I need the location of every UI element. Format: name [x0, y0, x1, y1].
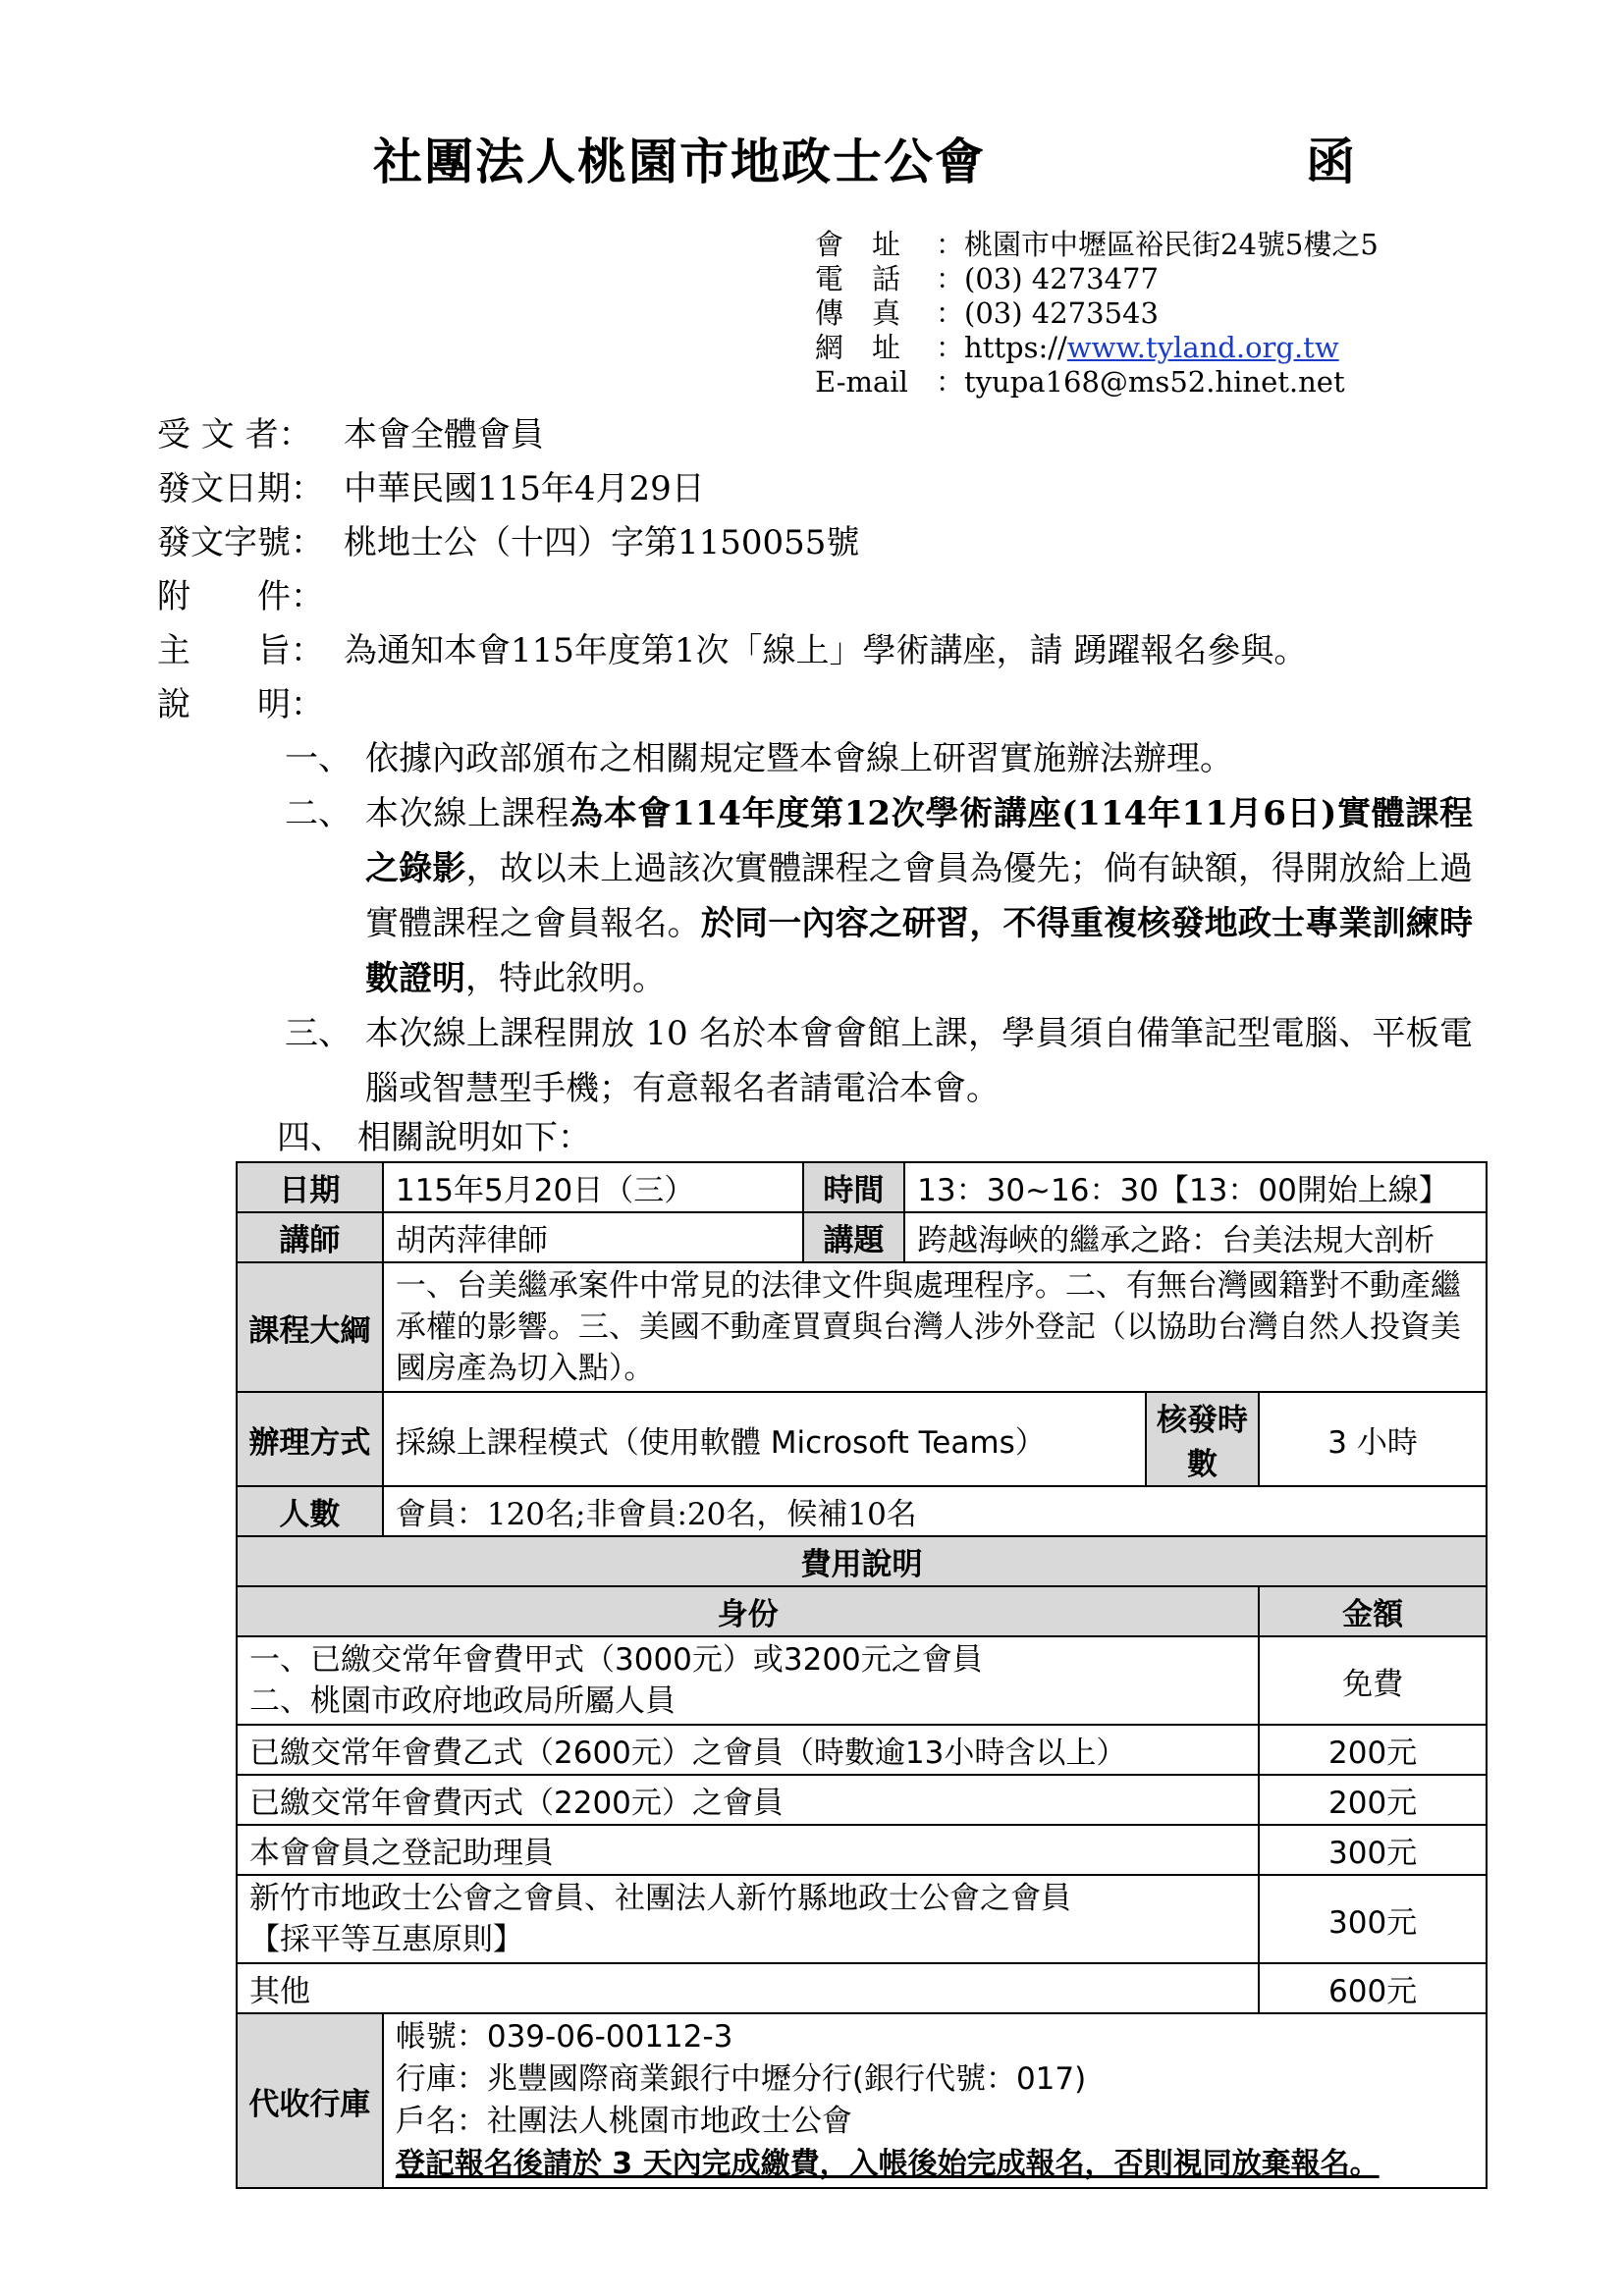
row-fee-title [237, 1536, 1487, 1586]
point-3: 三、 本次線上課程開放 10 名於本會會館上課，學員須自備筆記型電腦、平板電腦或智慧型手機；有意報名者請電洽本會。 [285, 1014, 1473, 1108]
meta-date: 發文日期： 中華民國115年4月29日 [157, 469, 705, 508]
fee-row [237, 1775, 1487, 1825]
identity-header: 身份 [237, 1586, 1259, 1636]
hours-value: 3 小時 [1259, 1392, 1487, 1486]
meta-number: 發文字號： 桃地士公（十四）字第1150055號 [157, 523, 860, 562]
fee-row [237, 1825, 1487, 1875]
outline-value: 一、台美繼承案件中常見的法律文件與處理程序。二、有無台灣國籍對不動產繼承權的影響。三、美國不動產買賣與台灣人涉外登記（以協助台灣自然人投資美國房產為切入點）。 [383, 1262, 1487, 1392]
bank-label: 代收行庫 [237, 2013, 383, 2188]
fee-amount: 600元 [1259, 1963, 1487, 2013]
website-link[interactable]: www.tyland.org.tw [1066, 331, 1339, 364]
time-label: 時間 [803, 1162, 905, 1212]
method-value: 採線上課程模式（使用軟體 Microsoft Teams） [383, 1392, 1146, 1486]
bank-branch: 行庫：兆豐國際商業銀行中壢分行(銀行代號：017) [395, 2061, 1087, 2097]
doc-type: 函 [1306, 133, 1355, 190]
meta-recipient: 受 文 者： 本會全體會員 [157, 415, 544, 454]
point-2: 二、 本次線上課程為本會114年度第12次學術講座(114年11月6日)實體課程之錄影，故以未上過該次實體課程之會員為優先；倘有缺額，得開放給上過實體課程之會員報名。於同一內容之研習，不得重複核發地政士專業訓練時數證明，特此敘明。 [285, 794, 1474, 998]
meta-attachment: 附 件： [157, 577, 324, 616]
point-1: 一、 依據內政部頒布之相關規定暨本會線上研習實施辦法辦理。 [285, 739, 1233, 778]
count-label: 人數 [237, 1486, 383, 1536]
explanation-points [277, 731, 1474, 1159]
row-outline [237, 1262, 1487, 1392]
contact-website: 網 址 ：https://www.tyland.org.tw [815, 331, 1339, 364]
contact-email: E-mail ：tyupa168@ms52.hinet.net [815, 365, 1345, 399]
fee-identity: 一、已繳交常年會費甲式（3000元）或3200元之會員 二、桃園市政府地政局所屬人員 [237, 1636, 1259, 1725]
fee-identity: 本會會員之登記助理員 [237, 1825, 1259, 1875]
contact-fax: 傳 真 ：(03) 4273543 [815, 296, 1159, 330]
time-value: 13：30~16：30【13：00開始上線】 [904, 1162, 1487, 1212]
contact-block [815, 228, 1379, 400]
fee-amount: 200元 [1259, 1775, 1487, 1825]
hours-label: 核發時數 [1146, 1392, 1259, 1486]
date-value: 115年5月20日（三） [383, 1162, 803, 1212]
date-label: 日期 [237, 1162, 383, 1212]
point-4: 四、 相關說明如下： [277, 1118, 591, 1157]
method-label: 辦理方式 [237, 1392, 383, 1486]
row-count [237, 1486, 1487, 1536]
bank-account: 帳號：039-06-00112-3 [395, 2019, 733, 2055]
fee-identity: 其他 [237, 1963, 1259, 2013]
row-fee-header [237, 1586, 1487, 1636]
fee-amount: 300元 [1259, 1825, 1487, 1875]
topic-label: 講題 [803, 1212, 905, 1262]
outline-label: 課程大綱 [237, 1262, 383, 1392]
amount-header: 金額 [1259, 1586, 1487, 1636]
count-value: 會員：120名;非會員:20名，候補10名 [383, 1486, 1487, 1536]
org-title: 社團法人桃園市地政士公會 [373, 133, 986, 190]
course-table [236, 1161, 1488, 2189]
row-method [237, 1392, 1487, 1486]
fee-row [237, 1725, 1487, 1775]
fee-title: 費用說明 [237, 1536, 1487, 1586]
payment-notice: 登記報名後請於 3 天內完成繳費，入帳後始完成報名，否則視同放棄報名。 [395, 2147, 1380, 2181]
row-lecturer [237, 1212, 1487, 1262]
fee-row [237, 1875, 1487, 1963]
contact-phone: 電 話 ：(03) 4273477 [815, 262, 1159, 295]
lecturer-label: 講師 [237, 1212, 383, 1262]
fee-amount: 300元 [1259, 1875, 1487, 1963]
bank-holder: 戶名：社團法人桃園市地政士公會 [395, 2104, 852, 2139]
fee-identity: 新竹市地政士公會之會員、社團法人新竹縣地政士公會之會員 【採平等互惠原則】 [237, 1875, 1259, 1963]
meta-subject: 主 旨： 為通知本會115年度第1次「線上」學術講座，請 踴躍報名參與。 [157, 631, 1308, 670]
topic-value: 跨越海峽的繼承之路：台美法規大剖析 [904, 1212, 1487, 1262]
contact-address: 會 址 ：桃園市中壢區裕民街24號5樓之5 [815, 228, 1379, 261]
fee-identity: 已繳交常年會費丙式（2200元）之會員 [237, 1775, 1259, 1825]
meta-explanation: 說 明： [157, 685, 324, 724]
row-date [237, 1162, 1487, 1212]
fee-amount: 200元 [1259, 1725, 1487, 1775]
row-bank [237, 2013, 1487, 2188]
fee-row [237, 1636, 1487, 1725]
lecturer-value: 胡芮萍律師 [383, 1212, 803, 1262]
fee-row [237, 1963, 1487, 2013]
bank-details [383, 2013, 1487, 2188]
fee-identity: 已繳交常年會費乙式（2600元）之會員（時數逾13小時含以上） [237, 1725, 1259, 1775]
fee-amount: 免費 [1259, 1636, 1487, 1725]
